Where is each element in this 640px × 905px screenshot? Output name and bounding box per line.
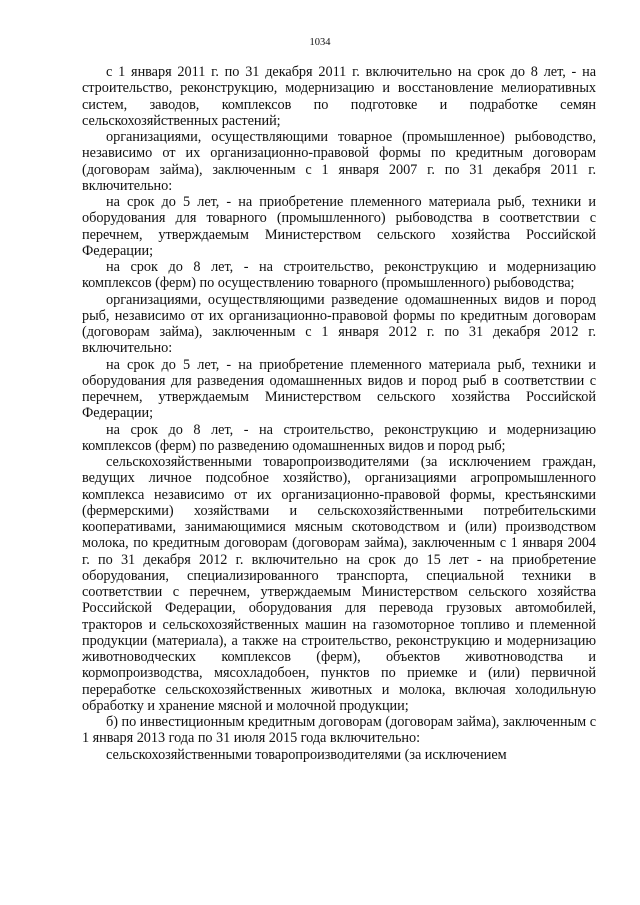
paragraph-livestock-producers: сельскохозяйственными товаропроизводителями (за исключением граждан, ведущих личное подсобное хозяйство), организациями агропромышленного комплекса независимо от их организационно-правовой формы, крестьянскими (фермерскими) хозяйствами и сельскохозяйственными потребительскими кооперативами, занимающимися мясным скотоводством и (или) производством молока, по кредитным договорам (договорам займа), заключенным с 1 января 2004 г. по 31 декабря 2012 г. включительно на срок до 15 лет - на приобретение оборудования, специализированного транспорта, специальной техники в соответствии с перечнем, утверждаемым Министерством сельского хозяйства Российской Федерации, оборудования для перевода грузовых автомобилей, тракторов и сельскохозяйственных машин на газомоторное топливо и племенной продукции (материала), а также на строительство, реконструкцию и модернизацию животноводческих комплексов (ферм), объектов животноводства и кормопроизводства, мясохладобоен, пунктов по приемке и (или) первичной переработке сельскохозяйственных животных и молока, включая холодильную обработку и хранение мясной и молочной продукции;	[82, 454, 596, 714]
paragraph-fish-farming-5-years: на срок до 5 лет, - на приобретение племенного материала рыб, техники и оборудования для товарного (промышленного) рыбоводства в соответствии с перечнем, утверждаемым Министерством сельского хозяйства Российской Федерации;	[82, 194, 596, 259]
paragraph-fish-breeding-5-years: на срок до 5 лет, - на приобретение племенного материала рыб, техники и оборудования для разведения одомашненных видов и пород рыб в соответствии с перечнем, утверждаемым Министерством сельского хозяйства Российской Федерации;	[82, 356, 596, 422]
paragraph-fish-farming-organizations: организациями, осуществляющими товарное (промышленное) рыбоводство, независимо от их организационно-правовой формы по кредитным договорам (договорам займа), заключенным с 1 января 2007 г. по 31 декабря 2011 г. включительно:	[82, 129, 596, 194]
paragraph-fish-breeding-organizations: организациями, осуществляющими разведение одомашненных видов и пород рыб, независимо от их организационно-правовой формы по кредитным договорам (договорам займа), заключенным с 1 января 2012 г. по 31 декабря 2012 г. включительно:	[82, 291, 596, 357]
page-number: 1034	[309, 37, 331, 48]
paragraph-reclamation-systems: с 1 января 2011 г. по 31 декабря 2011 г. включительно на срок до 8 лет, - на строительство, реконструкцию, модернизацию и восстановление мелиоративных систем, заводов, комплексов по подготовке и подработке семян сельскохозяйственных растений;	[82, 64, 596, 129]
paragraph-fish-farming-8-years: на срок до 8 лет, - на строительство, реконструкцию и модернизацию комплексов (ферм) по осуществлению товарного (промышленного) рыбоводства;	[82, 259, 596, 292]
paragraph-agricultural-producers: сельскохозяйственными товаропроизводителями (за исключением	[106, 746, 507, 763]
paragraph-fish-breeding-8-years: на срок до 8 лет, - на строительство, реконструкцию и модернизацию комплексов (ферм) по разведению одомашненных видов и пород рыб;	[82, 421, 596, 454]
document-body	[82, 64, 596, 763]
paragraph-investment-loans: б) по инвестиционным кредитным договорам (договорам займа), заключенным с 1 января 2013 года по 31 июля 2015 года включительно:	[82, 714, 596, 747]
